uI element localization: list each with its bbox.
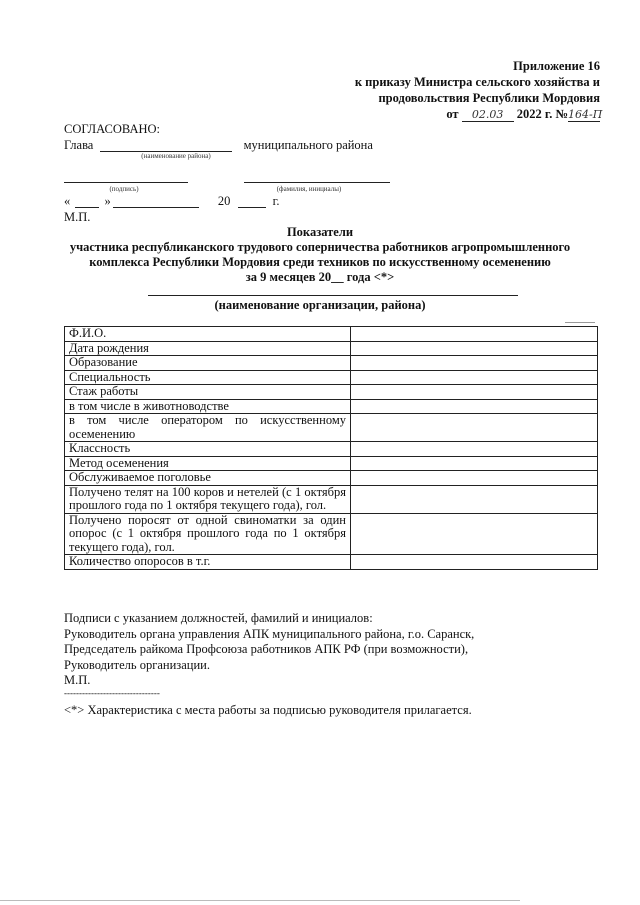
document-title: Показатели xyxy=(286,225,354,239)
row-label: Метод осеменения xyxy=(65,456,351,471)
appendix-header xyxy=(354,58,603,122)
signature-hint: (подпись) xyxy=(109,185,139,193)
table-row xyxy=(65,399,598,414)
handwritten-order-number: 164-П xyxy=(568,108,603,121)
row-label: Получено телят на 100 коров и нетелей (с 1 октября прошлого года по 1 октября текущего года), гол. xyxy=(65,485,351,513)
row-label: Количество опоросов в т.г. xyxy=(65,555,351,570)
row-value-cell[interactable] xyxy=(351,414,598,442)
row-value-cell[interactable] xyxy=(351,341,598,356)
footnote: <*> Характеристика с места работы за подписью руководителя прилагается. xyxy=(64,702,472,717)
district-name-hint: (наименование района) xyxy=(141,152,211,160)
table-row xyxy=(65,513,598,555)
table-row xyxy=(65,471,598,486)
indicators-table xyxy=(64,326,598,570)
row-value-cell[interactable] xyxy=(351,555,598,570)
table-row xyxy=(65,385,598,400)
row-label: Ф.И.О. xyxy=(65,327,351,342)
table-row xyxy=(65,341,598,356)
row-label: в том числе в животноводстве xyxy=(65,399,351,414)
appendix-date-line: от 02.03 2022 г. №164-П xyxy=(446,107,603,121)
row-value-cell[interactable] xyxy=(351,370,598,385)
table-row xyxy=(65,442,598,457)
row-label: Образование xyxy=(65,356,351,371)
signatory-org-head: Руководитель организации. xyxy=(64,657,210,672)
row-label: Обслуживаемое поголовье xyxy=(65,471,351,486)
footnote-separator: -------------------------------- xyxy=(64,687,160,698)
table-row xyxy=(65,555,598,570)
document-subtitle-line-1: участника республиканского трудового соперничества работников агропромышленного xyxy=(69,240,571,254)
approval-day-field[interactable] xyxy=(75,195,99,208)
signatory-apk-head: Руководитель органа управления АПК муниципального района, г.о. Саранск, xyxy=(64,626,475,641)
row-value-cell[interactable] xyxy=(351,485,598,513)
table-row xyxy=(65,485,598,513)
appendix-number: Приложение 16 xyxy=(513,59,600,73)
approval-heading: СОГЛАСОВАНО: xyxy=(64,122,161,136)
table-row xyxy=(65,327,598,342)
signature-field[interactable] xyxy=(64,182,188,183)
row-value-cell[interactable] xyxy=(351,456,598,471)
approval-month-field[interactable] xyxy=(113,195,199,208)
district-name-field[interactable] xyxy=(100,139,232,152)
row-value-cell[interactable] xyxy=(351,399,598,414)
fullname-hint: (фамилия, инициалы) xyxy=(276,185,342,193)
footer-stamp: М.П. xyxy=(64,673,91,687)
signatory-union-chair: Председатель райкома Профсоюза работников АПК РФ (при возможности), xyxy=(64,642,469,656)
row-label: Классность xyxy=(65,442,351,457)
appendix-order-line: к приказу Министра сельского хозяйства и xyxy=(354,75,600,89)
row-label: Дата рождения xyxy=(65,341,351,356)
row-label: Стаж работы xyxy=(65,385,351,400)
table-row xyxy=(65,456,598,471)
organization-field[interactable] xyxy=(148,295,518,296)
row-label: в том числе оператором по искусственному осеменению xyxy=(65,414,351,442)
approval-date-line: « » 20 г. xyxy=(64,194,280,208)
row-value-cell[interactable] xyxy=(351,442,598,457)
table-row xyxy=(65,356,598,371)
table-row xyxy=(65,414,598,442)
approval-stamp: М.П. xyxy=(64,210,91,224)
head-line: Глава муниципального района xyxy=(64,138,373,152)
indicators-table-body xyxy=(65,327,598,570)
row-value-cell[interactable] xyxy=(351,327,598,342)
scan-mark xyxy=(565,322,595,323)
row-label: Получено поросят от одной свиноматки за один опорос (с 1 октября прошлого года по 1 октября текущего года), гол. xyxy=(65,513,351,555)
row-value-cell[interactable] xyxy=(351,471,598,486)
handwritten-date: 02.03 xyxy=(462,109,514,122)
signatures-intro: Подписи с указанием должностей, фамилий и инициалов: xyxy=(64,611,373,625)
document-subtitle-line-2: комплекса Республики Мордовия среди техников по искусственному осеменению xyxy=(89,255,551,269)
table-row xyxy=(65,370,598,385)
row-label: Специальность xyxy=(65,370,351,385)
fullname-field[interactable] xyxy=(244,182,390,183)
document-period: за 9 месяцев 20__ года <*> xyxy=(245,270,395,284)
organization-caption: (наименование организации, района) xyxy=(214,298,426,312)
row-value-cell[interactable] xyxy=(351,385,598,400)
signatures-block xyxy=(64,611,474,718)
appendix-ministry-line: продовольствия Республики Мордовия xyxy=(378,91,600,105)
row-value-cell[interactable] xyxy=(351,513,598,555)
scan-bottom-edge xyxy=(0,900,520,901)
row-value-cell[interactable] xyxy=(351,356,598,371)
approval-year-field[interactable] xyxy=(238,195,266,208)
